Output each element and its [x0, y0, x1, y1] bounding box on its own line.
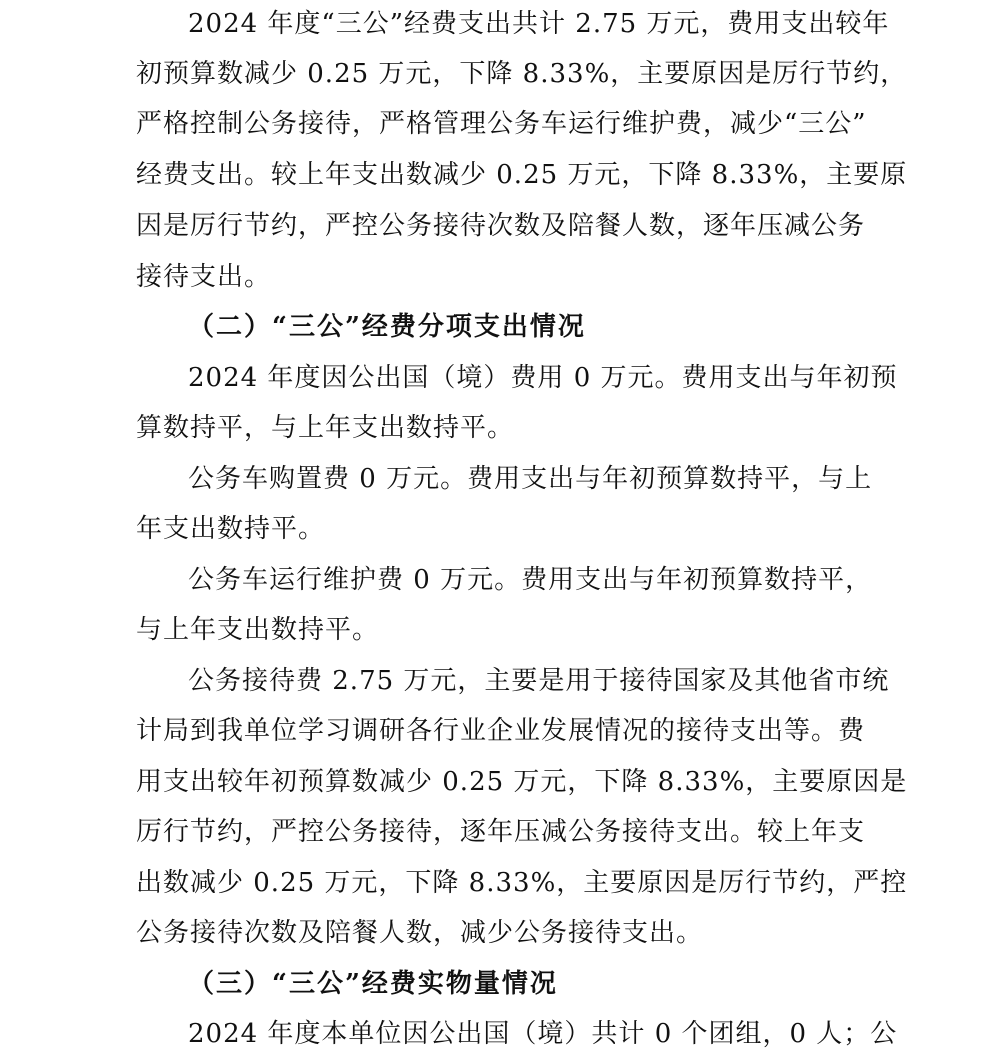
text-line: 因是厉行节约，严控公务接待次数及陪餐人数，逐年压减公务 [136, 211, 866, 241]
text-line: 接待支出。 [136, 262, 272, 292]
text-line: 严格控制公务接待，严格管理公务车运行维护费，减少“三公” [136, 109, 867, 139]
text-line: 出数减少 0.25 万元，下降 8.33%，主要原因是厉行节约，严控 [136, 868, 908, 898]
section-heading-itemized: （二）“三公”经费分项支出情况 [188, 312, 586, 342]
text-line: 厉行节约，严控公务接待，逐年压减公务接待支出。较上年支 [136, 817, 866, 847]
text-line: 与上年支出数持平。 [136, 615, 380, 645]
text-line: 公务接待次数及陪餐人数，减少公务接待支出。 [136, 918, 704, 948]
text-line: 2024 年度因公出国（境）费用 0 万元。费用支出与年初预 [188, 363, 898, 393]
text-line: 年支出数持平。 [136, 514, 326, 544]
section-heading-physical-quantity: （三）“三公”经费实物量情况 [188, 969, 558, 999]
text-line: 2024 年度“三公”经费支出共计 2.75 万元，费用支出较年 [188, 9, 890, 39]
text-line: 公务接待费 2.75 万元，主要是用于接待国家及其他省市统 [188, 666, 890, 696]
text-line: 2024 年度本单位因公出国（境）共计 0 个团组，0 人；公 [188, 1019, 898, 1049]
text-line: 公务车购置费 0 万元。费用支出与年初预算数持平，与上 [188, 464, 873, 494]
text-line: 经费支出。较上年支出数减少 0.25 万元，下降 8.33%，主要原 [136, 160, 908, 190]
text-line: 初预算数减少 0.25 万元，下降 8.33%，主要原因是厉行节约， [136, 59, 908, 89]
text-line: 用支出较年初预算数减少 0.25 万元，下降 8.33%，主要原因是 [136, 767, 908, 797]
text-line: 计局到我单位学习调研各行业企业发展情况的接待支出等。费 [136, 716, 866, 746]
text-line: 算数持平，与上年支出数持平。 [136, 413, 515, 443]
text-line: 公务车运行维护费 0 万元。费用支出与年初预算数持平， [188, 565, 873, 595]
